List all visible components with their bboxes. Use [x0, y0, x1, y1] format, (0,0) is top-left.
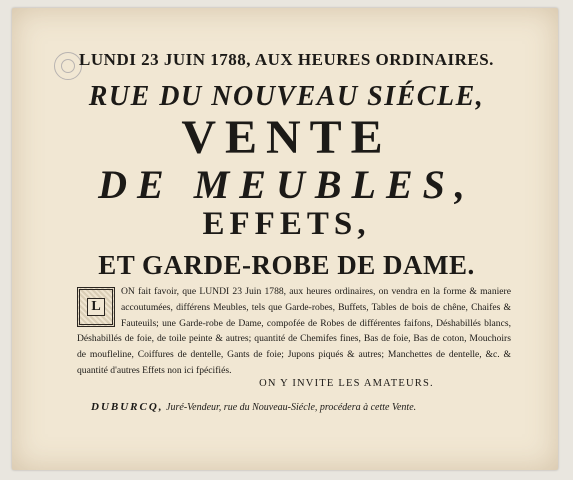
announcement-paragraph [77, 284, 511, 379]
title-vente: VENTE [181, 111, 392, 164]
invite-line: ON Y INVITE LES AMATEURS. [259, 378, 434, 389]
title-garde-robe: ET GARDE-ROBE DE DAME. [98, 250, 475, 280]
date-line: LUNDI 23 JUIN 1788, AUX HEURES ORDINAIRES. [79, 50, 494, 69]
street-line: RUE DU NOUVEAU SIÉCLE, [88, 81, 485, 112]
announcement-text: ON fait favoir, que LUNDI 23 Juin 1788, aux heures ordinaires, on vendra en la forme & maniere accoutumées, différens Meubles, tels que Garde-robes, Buffets, Tables de bois de chêne, Chaifes & Fauteuils; une Garde-robe de Dame, compofée de Robes de différentes faifons, Déshabillés blancs, Déshabillés de foie, de toile peinte & autres; quantité de Chemifes fines, Bas de foie, Bas de coton, Mouchoirs de moufleline, Coiffures de dentelle, Gants de foie; Jupons piqués & autres; Manchettes de dentelle, &c. & quantité d'autres Effets non ici fpécifiés. [77, 286, 511, 376]
title-effets: EFFETS, [202, 206, 371, 242]
footer-signature [91, 401, 511, 413]
ornamental-initial-icon [77, 287, 115, 327]
auctioneer-name: DUBURCQ, [91, 401, 164, 413]
dropcap-letter: L [87, 298, 104, 316]
auctioneer-details: Juré-Vendeur, rue du Nouveau-Siécle, procédera à cette Vente. [166, 402, 417, 413]
title-meubles: DE MEUBLES, [98, 162, 475, 207]
